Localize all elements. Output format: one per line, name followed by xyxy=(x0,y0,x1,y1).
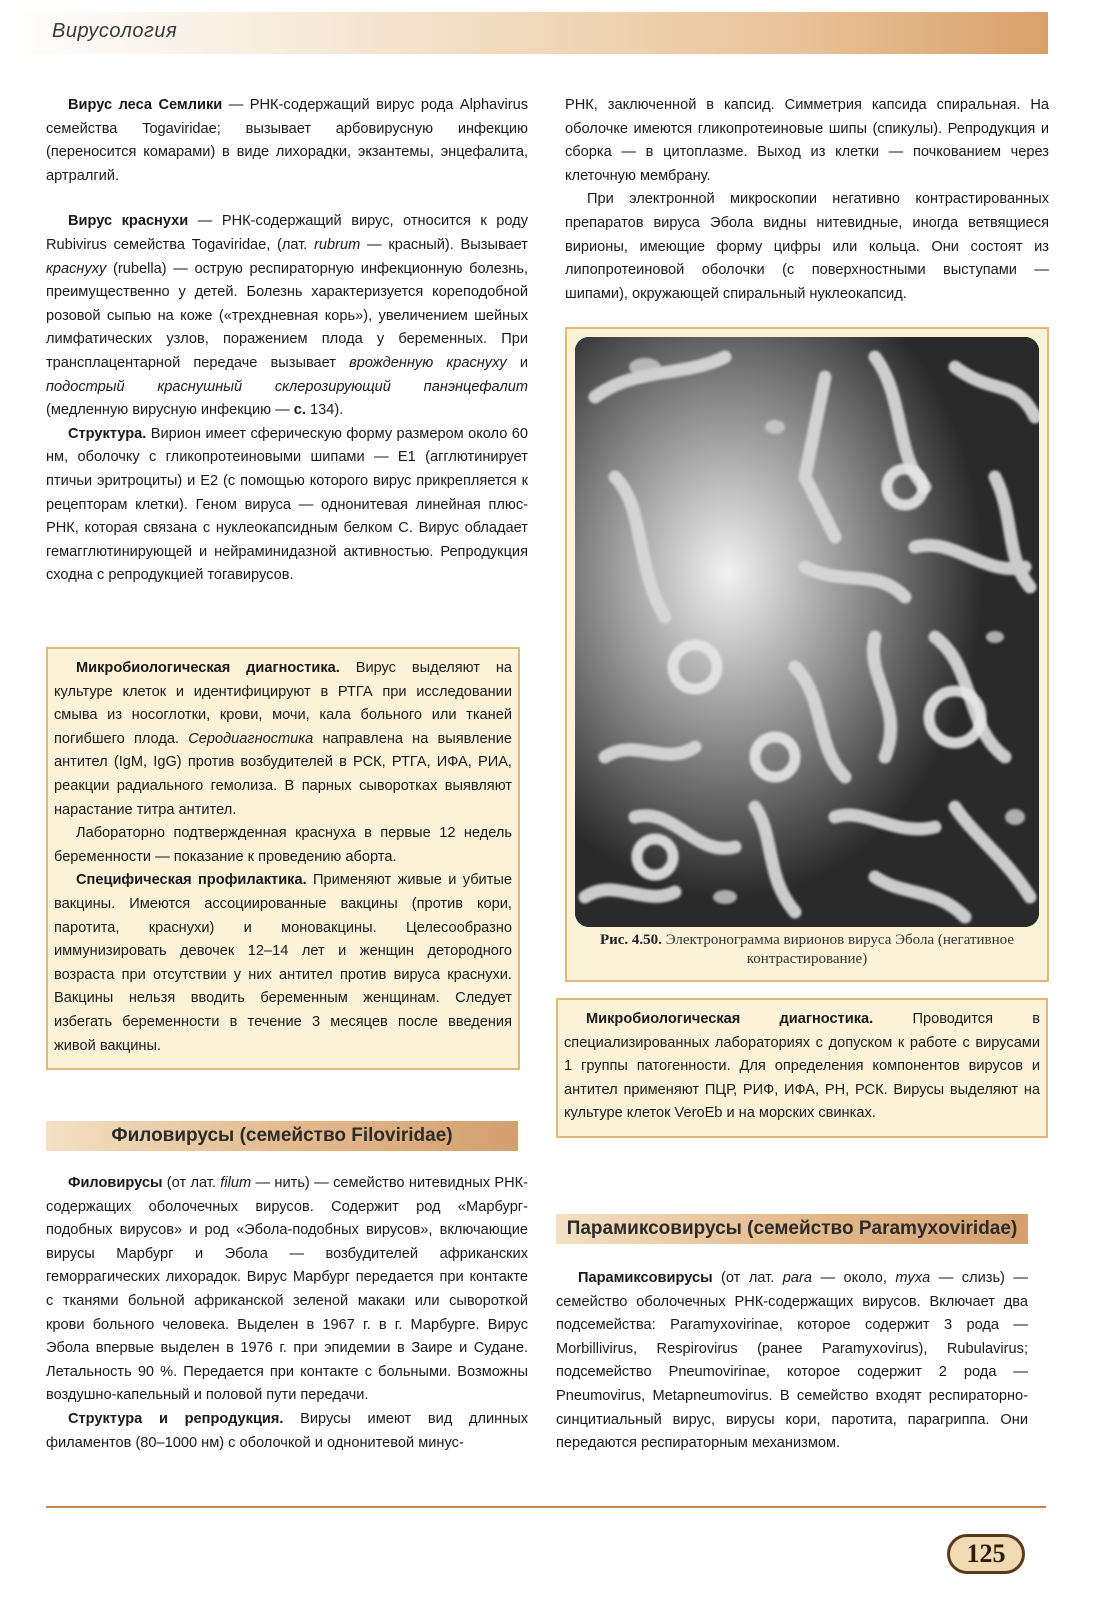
paramyxoviruses-term: Парамиксовирусы xyxy=(578,1270,713,1286)
diagnostics-term: Микробиологическая диагностика. xyxy=(76,660,340,676)
footer-rule xyxy=(46,1506,1046,1508)
rubella-term: Вирус краснухи xyxy=(68,213,189,230)
filoviridae-intro-paragraph: Филовирусы (от лат. filum — нить) — семейство нитевидных РНК-содержащих оболочечных вирусов. Содержит род «Марбург-подобных вирусов» и род «Эбола-подобных вирусов», включающие вирусы Марбург и Эбола — возбудителей африканских геморрагических лихорадок. Вирус Марбург передается при контакте с тканями больной африканской зеленой макаки или сывороткой крови больного человека. Выделен в 1967 г. в г. Марбурге. Вирус Эбола впервые выделен в 1976 г. при эпидемии в Заире и Судане. Летальность 90 %. Передается при контакте с больными. Возможны воздушно-капельный и половой пути передачи. xyxy=(46,1175,528,1404)
rubella-diagnostics-paragraph: Микробиологическая диагностика. Вирус выделяют на культуре клеток и идентифицируют в РТГА при исследовании смыва из носоглотки, крови, мочи, кала больного или тканей погибшего плода. Серодиагностика направлена на выявление антител (IgM, IgG) против возбудителей в РСК, РТГА, ИФА, РИА, реакции радиального гемолиза. В парных сыворотках выявляют нарастание титра антител. xyxy=(54,660,513,818)
paramyxoviridae-intro-paragraph: Парамиксовирусы (от лат. para — около, myxa — слизь) — семейство оболочечных РНК-содержащих вирусов. Включает два подсемейства: Paramyxovirinae, которое содержит 3 рода — Morbillivirus, Respirovirus (ранее Paramyxovirus), Rubulavirus; подсемейство Pneumovirinae, которое содержит 2 рода — Pneumovirus, Metapneumovirus. В семейство входят респираторно-синцитиальный вирус, вирусы кори, паротита, парагриппа. Они передаются респираторным механизмом. xyxy=(556,1270,1028,1452)
prophylaxis-paragraph: Специфическая профилактика. Применяют живые и убитые вакцины. Имеются ассоциированные вакцины (против кори, паротита, краснухи) и моновакцины. Целесообразно иммунизировать девочек 12–14 лет и женщин детородного возраста при отсутствии у них антител против вируса краснухи. Вакцины нельзя вводить беременным женщинам. Следует избегать беременности в течение 3 месяцев после введения живой вакцины. xyxy=(54,872,513,1054)
semliki-term: Вирус леса Семлики xyxy=(68,97,223,113)
prophylaxis-term: Специфическая профилактика. xyxy=(76,872,307,889)
structure-term: Структура. xyxy=(68,425,147,442)
rubella-diagnostics-box xyxy=(46,647,520,1070)
figure-4-50 xyxy=(565,327,1049,982)
electron-microscopy-paragraph: При электронной микроскопии негативно контрастированных препаратов вируса Эбола видны нитевидные, иногда ветвящиеся вирионы, имеющие форму цифры или кольца. Они состоят из липопротеиновой оболочки (с поверхностными выступами — шипами), окружающей спиральный нуклеокапсид. xyxy=(565,191,1049,302)
ebola-micrograph-image xyxy=(575,337,1039,927)
right-column-top xyxy=(565,94,1049,306)
structure-reproduction-term: Структура и репродукция. xyxy=(68,1410,284,1427)
filoviridae-diagnostics-box xyxy=(556,998,1048,1138)
semliki-paragraph: Вирус леса Семлики — РНК-содержащий вирус рода Alphavirus семейства Togaviridae; вызывает арбовирусную инфекцию (переносится комарами) в виде лихорадки, экзантемы, энцефалита, артралгий. xyxy=(46,97,529,184)
filoviridae-diagnostics-paragraph: Микробиологическая диагностика. Проводится в специализированных лабораториях с допуском к работе с вирусами 1 группы патогенности. Для определения компонентов вирусов и антител применяют ПЦР, РИФ, ИФА, РН, РСК. Вирусы выделяют на культуре клеток VeroEb и на морских свинках. xyxy=(564,1011,1040,1122)
paramyxoviridae-heading: Парамиксовирусы (семейство Paramyxoviridae) xyxy=(556,1214,1028,1244)
filoviridae-structure-paragraph: Структура и репродукция. Вирусы имеют вид длинных филаментов (80–1000 нм) с оболочкой и однонитевой минус- xyxy=(46,1410,529,1451)
filoviruses-term: Филовирусы xyxy=(68,1175,163,1191)
rubella-paragraph: Вирус краснухи — РНК-содержащий вирус, относится к роду Rubivirus семейства Togaviridae, (лат. rubrum — красный). Вызывает краснуху (rubella) — острую респираторную инфекционную болезнь, преимущественно у детей. Болезнь характеризуется кореподобной розовой сыпью на коже («трехдневная корь»), увеличением шейных лимфатических узлов, поражением плода у беременных. При трансплацентарной передаче вызывает врожденную краснуху и подострый краснушный склерозирующий панэнцефалит (медленную вирусную инфекцию — с. 134). xyxy=(46,213,528,419)
figure-label: Рис. 4.50. xyxy=(599,932,662,948)
filoviridae-diagnostics-term: Микробиологическая диагностика. xyxy=(586,1011,874,1027)
figure-caption: Рис. 4.50. Электронограмма вирионов вируса Эбола (негативное контрастирование) xyxy=(599,932,1015,967)
rubella-structure-paragraph: Структура. Вирион имеет сферическую форму размером около 60 нм, оболочку с гликопротеиновыми шипами — E1 (агглютинирует птичьи эритроциты) и E2 (с помощью которого вирус прикрепляется к рецепторам клетки). Геном вируса — однонитевая линейная плюс-РНК, которая связана с нуклеокапсидным белком С. Вирус обладает гемагглютинирующей и нейраминидазной активностью. Репродукция сходна с репродукцией тогавирусов. xyxy=(46,425,528,584)
left-column-bottom xyxy=(46,1172,528,1455)
right-column-bottom xyxy=(556,1267,1028,1456)
page-number: 125 xyxy=(947,1534,1025,1574)
left-column-top xyxy=(46,94,528,588)
page-reference: с. xyxy=(293,402,306,419)
abortion-paragraph: Лабораторно подтвержденная краснуха в первые 12 недель беременности — показание к проведению аборта. xyxy=(54,825,512,865)
filoviridae-continuation-paragraph: РНК, заключенной в капсид. Симметрия капсида спиральная. На оболочке имеются гликопротеиновые шипы (спикулы). Репродукция и сборка — в цитоплазме. Выход из клетки — почкованием через клеточную мембрану. xyxy=(565,97,1049,184)
filoviridae-heading: Филовирусы (семейство Filoviridae) xyxy=(46,1121,518,1151)
ebola-micrograph-drawing xyxy=(575,337,1039,927)
running-title: Вирусология xyxy=(52,20,178,42)
